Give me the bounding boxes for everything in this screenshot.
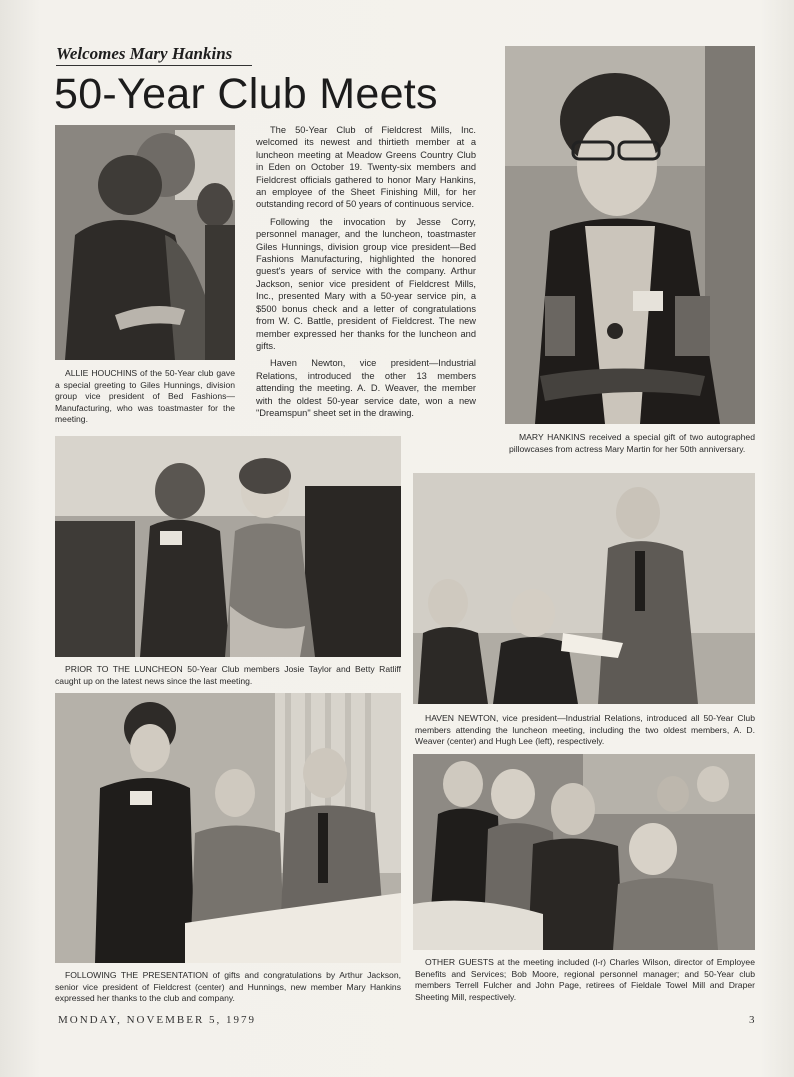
caption-allie-houchins: ALLIE HOUCHINS of the 50-Year club gave a special greeting to Giles Hunnings, division group vice president of Bed Fashions—Manufacturing, who was toastmaster for the meeting. bbox=[55, 368, 235, 425]
photo-following-presentation bbox=[55, 693, 401, 963]
caption-following-presentation: FOLLOWING THE PRESENTATION of gifts and congratulations by Arthur Jackson, senior vice president of Fieldcrest (center) and Hunnings, new member Mary Hankins expressed her thanks to the club and company. bbox=[55, 970, 401, 1004]
photo-allie-houchins-greeting bbox=[55, 125, 235, 360]
caption-mary-hankins: MARY HANKINS received a special gift of two autographed pillowcases from actress Mary Martin for her 50th anniversary. bbox=[509, 432, 755, 454]
footer-date: MONDAY, NOVEMBER 5, 1979 bbox=[58, 1014, 257, 1026]
article-headline: 50-Year Club Meets bbox=[54, 70, 438, 118]
page-number: 3 bbox=[749, 1014, 755, 1026]
article-paragraph-3: Haven Newton, vice president—Industrial Relations, introduced the other 13 members attending the meeting. A. D. Weaver, the member with the oldest 50-year service date, won a new "Dreamspun" sheet set in the drawing. bbox=[256, 358, 476, 418]
caption-other-guests: OTHER GUESTS at the meeting included (l-r) Charles Wilson, director of Employee Benefits and Services; Bob Moore, regional personnel manager; and 50-Year club members Terrell Fulcher and John Page, retirees of Fieldale Towel Mill and Draper Sheeting Mill, respectively. bbox=[415, 957, 755, 1002]
caption-haven-newton: HAVEN NEWTON, vice president—Industrial Relations, introduced all 50-Year Club members attending the luncheon meeting, including the two oldest members, A. D. Weaver (center) and Hugh Lee (left), respectively. bbox=[415, 713, 755, 747]
article-kicker: Welcomes Mary Hankins bbox=[56, 44, 252, 66]
article-body bbox=[256, 124, 476, 424]
caption-prior-to-luncheon: PRIOR TO THE LUNCHEON 50-Year Club members Josie Taylor and Betty Ratliff caught up on the latest news since the last meeting. bbox=[55, 664, 401, 686]
article-paragraph-2: Following the invocation by Jesse Corry, personnel manager, and the luncheon, toastmaster Giles Hunnings, division group vice president—Bed Fashions Manufacturing, highlighted the honored guest's years of service with the company. Arthur Jackson, senior vice president of Fieldcrest Mills, Inc., presented Mary with a 50-year service pin, a $500 bonus check and a letter of congratulations from W. C. Battle, president of Fieldcrest. The new member expressed her thanks for the luncheon and gifts. bbox=[256, 216, 476, 351]
article-paragraph-1: The 50-Year Club of Fieldcrest Mills, Inc. welcomed its newest and thirtieth member at a luncheon meeting at Meadow Greens Country Club in Eden on October 19. Twenty-six members and Fieldcrest officials gathered to honor Mary Hankins, an employee of the Sheet Finishing Mill, for her outstanding record of 50 years of continuous service. bbox=[256, 125, 476, 210]
photo-haven-newton-introduction bbox=[413, 473, 755, 704]
photo-members-prior-to-luncheon bbox=[55, 436, 401, 657]
photo-mary-hankins-portrait bbox=[505, 46, 755, 424]
photo-other-guests bbox=[413, 754, 755, 950]
